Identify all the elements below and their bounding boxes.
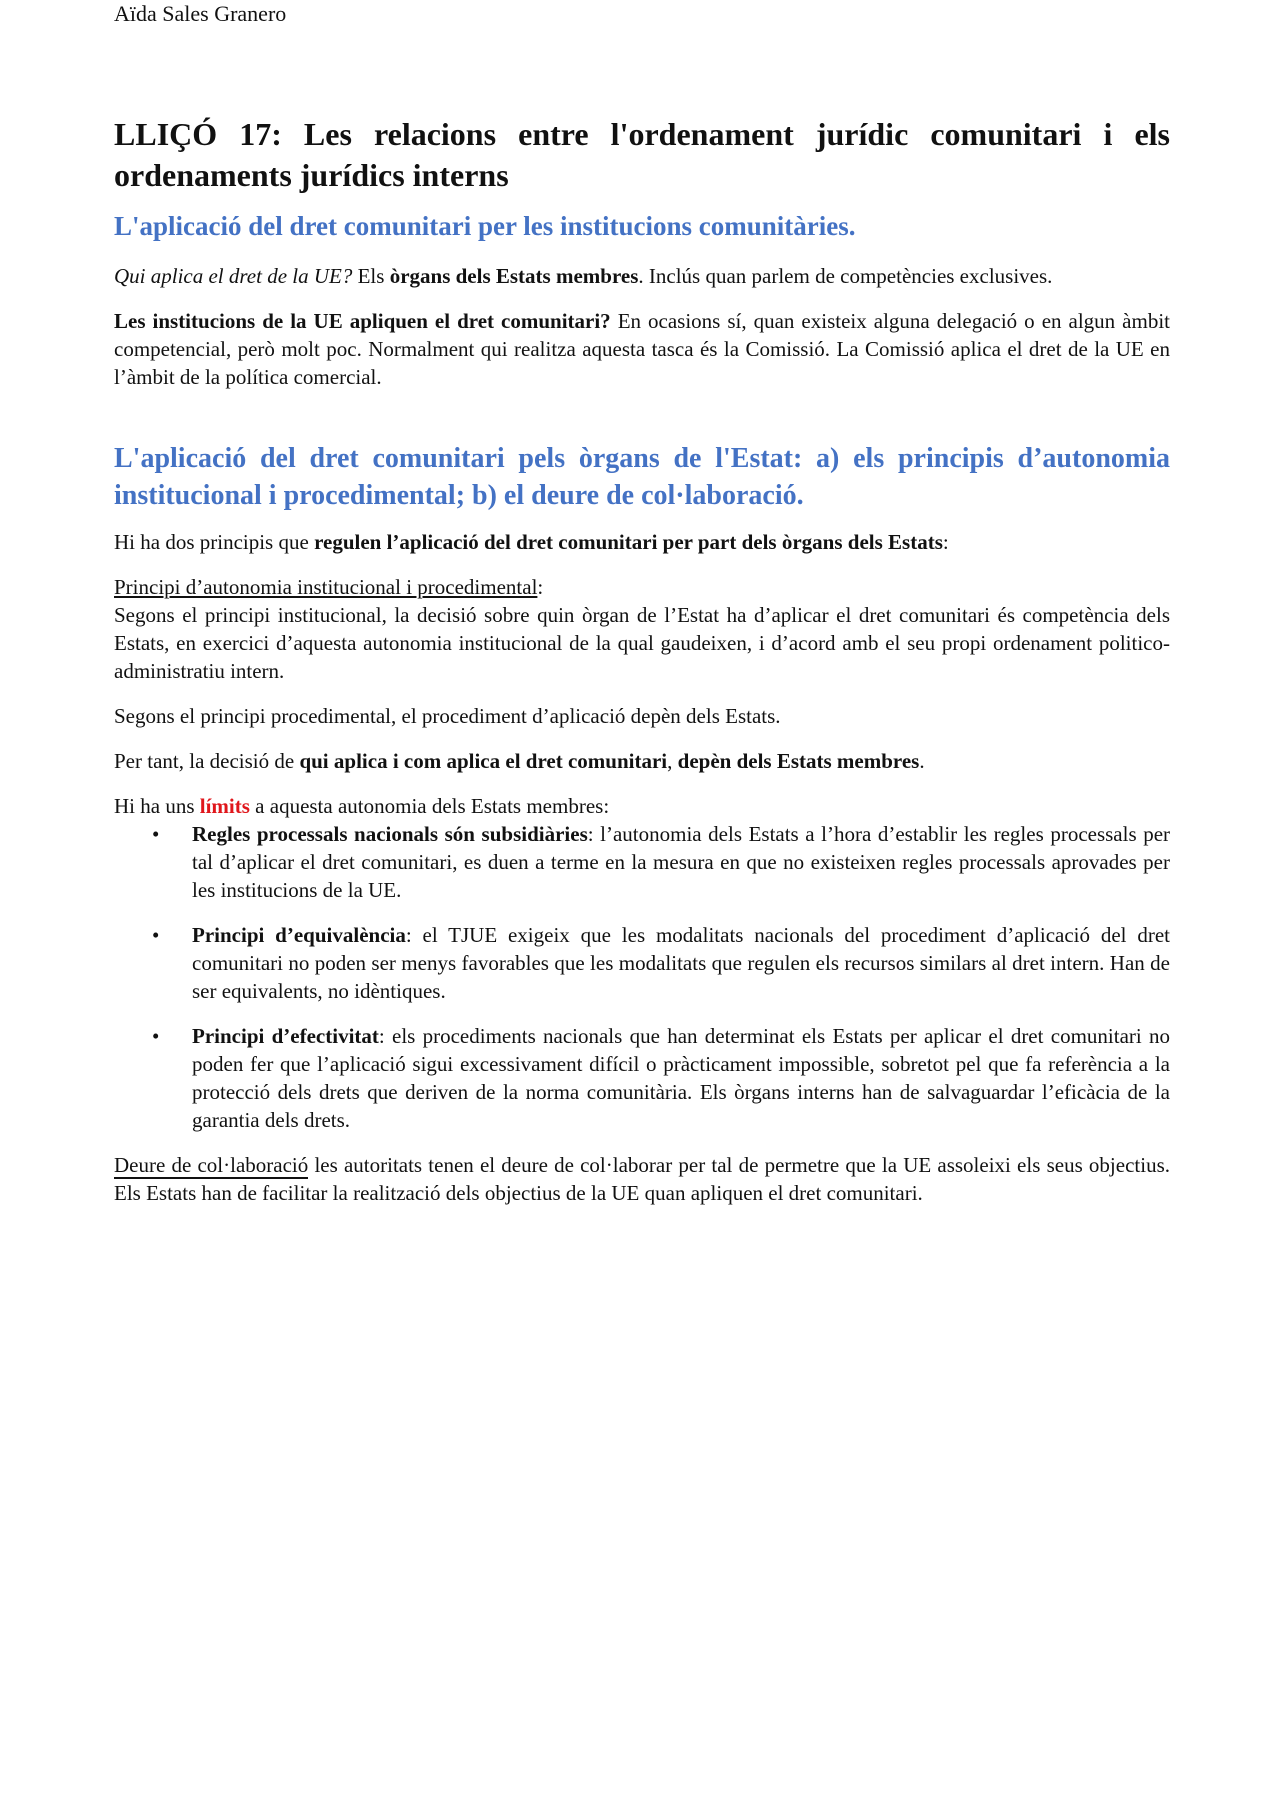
header-author: Aïda Sales Granero bbox=[114, 1, 287, 26]
question-text: Qui aplica el dret de la UE? bbox=[114, 264, 353, 288]
list-item bbox=[152, 1022, 1170, 1134]
paragraph-principi-procedimental: Segons el principi procedimental, el procediment d’aplicació depèn dels Estats. bbox=[114, 704, 781, 728]
bullet-icon: • bbox=[152, 923, 160, 947]
bold-text: qui aplica i com aplica el dret comunitari bbox=[299, 749, 668, 773]
bold-text: depèn dels Estats membres bbox=[677, 749, 920, 773]
limits-list bbox=[114, 820, 1170, 1134]
bold-text: Regles processals nacionals són subsidiàries bbox=[192, 822, 588, 846]
paragraph-institucions-ue bbox=[114, 307, 1170, 391]
underlined-label: Principi d’autonomia institucional i procedimental bbox=[114, 575, 538, 599]
paragraph-deure-collaboracio bbox=[114, 1151, 1170, 1207]
document-content bbox=[114, 114, 1170, 1224]
list-item bbox=[152, 921, 1170, 1005]
bullet-icon: • bbox=[152, 1024, 160, 1048]
lesson-title: LLIÇÓ 17: Les relacions entre l'ordenament jurídic comunitari i els ordenaments jurídics interns bbox=[114, 116, 1170, 193]
text-fragment: En ocasions sí, quan existeix alguna delegació o en algun àmbit competencial, però molt poc. Normalment qui realitza aquesta tasca és la Comissió. La Comissió aplica el dret de la UE en l’àmbit de la política comercial. bbox=[114, 309, 1170, 389]
underlined-label: Deure de col·laboració bbox=[114, 1153, 309, 1177]
autonomia-label-line bbox=[114, 573, 1170, 601]
bold-text: Les institucions de la UE apliquen el dret comunitari? bbox=[114, 309, 611, 333]
paragraph-limits-intro bbox=[114, 792, 1170, 820]
text-fragment: : l’autonomia dels Estats a l’hora d’establir les regles processals per tal d’aplicar el dret comunitari, es duen a terme en la mesura en que no existeixen regles processals aprovades per les institucions de la UE. bbox=[192, 822, 1171, 902]
paragraph-qui-aplica bbox=[114, 262, 1170, 290]
section-heading-institucions: L'aplicació del dret comunitari per les institucions comunitàries. bbox=[114, 211, 856, 241]
text-fragment: les autoritats tenen el deure de col·laborar per tal de permetre que la UE assoleixi els seus objectius. Els Estats han de facilitar la realització dels objectius de la UE quan apliquen el dret comunitari. bbox=[114, 1153, 1170, 1205]
text-fragment: . Inclús quan parlem de competències exclusives. bbox=[638, 264, 1053, 288]
text-fragment: Els bbox=[352, 264, 390, 288]
paragraph-principi-institucional: Segons el principi institucional, la decisió sobre quin òrgan de l’Estat ha d’aplicar el dret comunitari és competència dels Estats, en exercici d’aquesta autonomia institucional de la qual gaudeixen, i d’acord amb el seu propi ordenament politico-administratiu intern. bbox=[114, 603, 1170, 683]
list-item bbox=[152, 820, 1171, 904]
text-fragment: , bbox=[667, 749, 678, 773]
text-fragment: : els procediments nacionals que han determinat els Estats per aplicar el dret comunitari no poden fer que l’aplicació sigui excessivament difícil o pràcticament impossible, sobretot pel que fa referència a la protecció dels drets que deriven de la norma comunitària. Els òrgans interns han de salvaguardar l’eficàcia de la garantia dels drets. bbox=[192, 1024, 1170, 1132]
bold-text: òrgans dels Estats membres bbox=[389, 264, 639, 288]
bold-text: regulen l’aplicació del dret comunitari per part dels òrgans dels Estats bbox=[314, 530, 943, 554]
text-fragment: : bbox=[942, 530, 949, 554]
paragraph-dos-principis bbox=[114, 528, 1170, 556]
section-heading-organs-estat: L'aplicació del dret comunitari pels òrgans de l'Estat: a) els principis d’autonomia institucional i procedimental; b) el deure de col·laboració. bbox=[114, 443, 1170, 511]
text-fragment: Per tant, la decisió de bbox=[114, 749, 300, 773]
text-fragment: : el TJUE exigeix que les modalitats nacionals del procediment d’aplicació del dret comunitari no poden ser menys favorables que les modalitats que regulen els recursos similars al dret intern. Han de ser equivalents, no idèntiques. bbox=[192, 923, 1170, 1003]
text-fragment: Hi ha dos principis que bbox=[114, 530, 315, 554]
text-fragment: : bbox=[537, 575, 544, 599]
bold-text: Principi d’equivalència bbox=[192, 923, 406, 947]
bold-text: Principi d’efectivitat bbox=[192, 1024, 379, 1048]
text-fragment: a aquesta autonomia dels Estats membres: bbox=[249, 794, 610, 818]
text-fragment: . bbox=[919, 749, 925, 773]
highlighted-word: límits bbox=[199, 794, 250, 818]
text-fragment: Hi ha uns bbox=[114, 794, 200, 818]
bullet-icon: • bbox=[152, 822, 160, 846]
paragraph-per-tant bbox=[114, 747, 1170, 775]
